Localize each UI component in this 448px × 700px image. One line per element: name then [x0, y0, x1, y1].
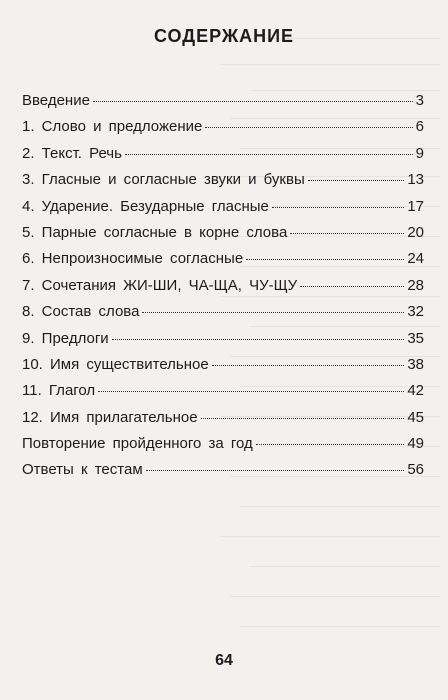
toc-entry-page: 20 [407, 223, 424, 241]
table-of-contents [22, 92, 424, 488]
toc-entry-title: 7. Сочетания ЖИ-ШИ, ЧА-ЩА, ЧУ-ЩУ [22, 276, 298, 294]
toc-entry-page: 42 [407, 382, 424, 400]
toc-entry-page: 6 [415, 118, 424, 136]
toc-entry-title: Ответы к тестам [22, 461, 143, 479]
toc-entry-title: 11. Глагол [22, 382, 96, 400]
dot-leader [125, 154, 413, 155]
toc-entry [22, 250, 424, 276]
toc-entry [22, 198, 424, 224]
toc-entry-page: 35 [407, 329, 424, 347]
dot-leader [142, 312, 404, 313]
dot-leader [201, 418, 405, 419]
toc-entry-page: 28 [407, 276, 424, 294]
dot-leader [146, 470, 405, 471]
toc-entry-page: 38 [407, 355, 424, 373]
toc-entry-title: 8. Состав слова [22, 303, 140, 321]
toc-entry-page: 3 [415, 92, 424, 109]
toc-entry [22, 277, 424, 303]
dot-leader [290, 233, 404, 234]
toc-entry-title: 1. Слово и предложение [22, 118, 203, 136]
toc-entry [22, 461, 424, 487]
dot-leader [246, 259, 404, 260]
toc-entry [22, 145, 424, 171]
dot-leader [308, 180, 405, 181]
toc-entry-title: 6. Непроизносимые согласные [22, 250, 244, 268]
toc-entry-page: 45 [407, 408, 424, 426]
toc-entry-page: 17 [407, 197, 424, 215]
dot-leader [272, 207, 404, 208]
dot-leader [98, 391, 404, 392]
toc-entry-title: 5. Парные согласные в корне слова [22, 223, 288, 241]
dot-leader [93, 101, 413, 102]
toc-entry-title: 10. Имя существительное [22, 355, 209, 373]
toc-entry [22, 118, 424, 144]
toc-entry [22, 171, 424, 197]
toc-entry-title: 12. Имя прилагательное [22, 408, 198, 426]
toc-entry-title: Повторение пройденного за год [22, 435, 253, 453]
toc-entry [22, 435, 424, 461]
toc-entry-page: 32 [407, 303, 424, 321]
toc-entry-page: 56 [407, 461, 424, 479]
toc-entry [22, 224, 424, 250]
toc-entry [22, 92, 424, 118]
toc-entry-page: 24 [407, 250, 424, 268]
page-title: СОДЕРЖАНИЕ [153, 26, 295, 46]
toc-entry [22, 382, 424, 408]
dot-leader [112, 339, 405, 340]
toc-entry-page: 9 [415, 144, 424, 162]
toc-entry [22, 303, 424, 329]
page-number: 64 [215, 652, 233, 669]
dot-leader [300, 286, 404, 287]
toc-entry [22, 330, 424, 356]
toc-entry-title: 2. Текст. Речь [22, 144, 122, 162]
toc-entry-title: Введение [22, 92, 90, 109]
toc-entry [22, 409, 424, 435]
toc-entry-title: 3. Гласные и согласные звуки и буквы [22, 171, 305, 189]
toc-entry-title: 9. Предлоги [22, 329, 109, 347]
toc-entry [22, 356, 424, 382]
dot-leader [205, 127, 412, 128]
dot-leader [256, 444, 405, 445]
toc-entry-title: 4. Ударение. Безударные гласные [22, 197, 269, 215]
toc-entry-page: 49 [407, 435, 424, 453]
toc-entry-page: 13 [407, 171, 424, 189]
dot-leader [212, 365, 405, 366]
